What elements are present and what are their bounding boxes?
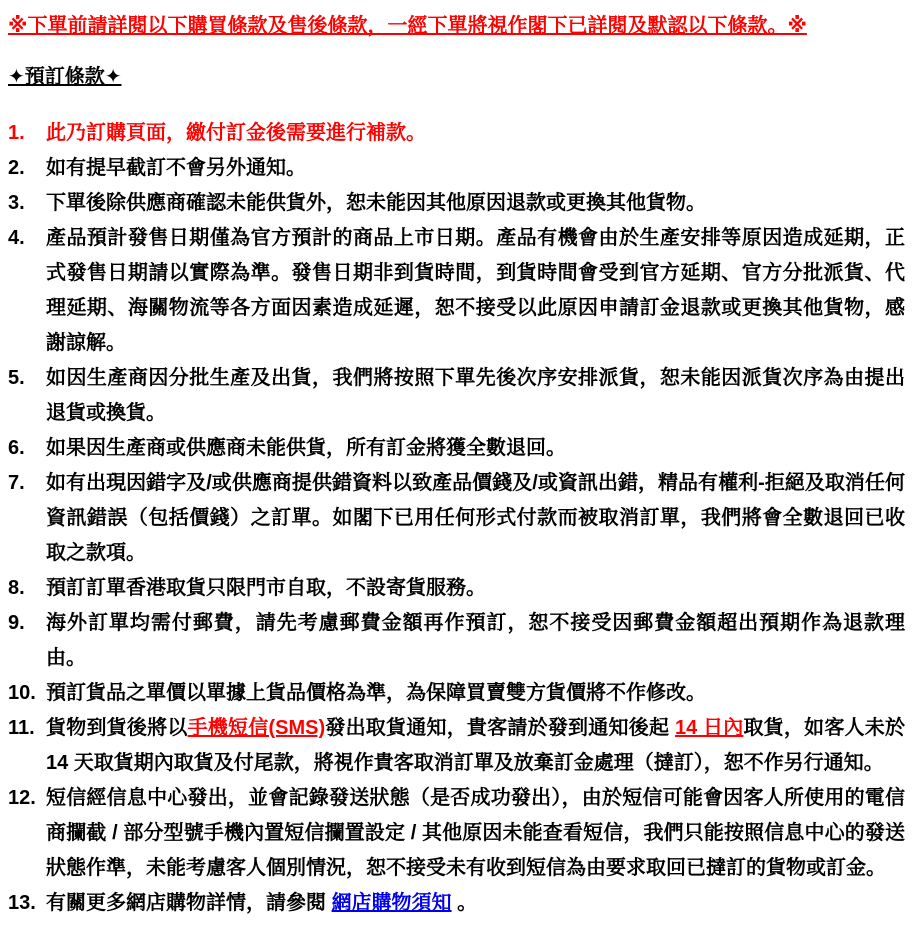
term-number: 12. bbox=[8, 787, 36, 809]
term-number: 10. bbox=[8, 682, 36, 704]
term-text: 產品預計發售日期僅為官方預計的商品上市日期。產品有機會由於生產安排等原因造成延期，正式發售日期請以實際為準。發售日期非到貨時間，到貨時間會受到官方延期、官方分批派貨、代理延期、海關物流等各方面因素造成延遲，恕不接受以此原因申請訂金退款或更換其他貨物，感謝諒解。 bbox=[46, 227, 905, 354]
term-number: 11. bbox=[8, 717, 35, 739]
term-item-5 bbox=[8, 361, 905, 431]
term-11-tail: 取貨，如客人未於 14 天取貨期內取貨及付尾款，將視作貴客取消訂單及放棄訂金處理（撻訂），恕不作另行通知。 bbox=[46, 717, 906, 774]
term-item-4 bbox=[8, 221, 905, 361]
term-number: 5. bbox=[8, 367, 25, 389]
term-text: 預訂貨品之單價以單據上貨品價格為準，為保障買賣雙方貨價將不作修改。 bbox=[46, 682, 706, 704]
term-number: 8. bbox=[8, 577, 25, 599]
term-item-11 bbox=[8, 711, 905, 781]
term-text: 短信經信息中心發出，並會記錄發送狀態（是否成功發出），由於短信可能會因客人所使用的電信商攔截 / 部分型號手機內置短信攔置設定 / 其他原因未能查看短信，我們只能按照信息中心的發送狀態作準，未能考慮客人個別情況，恕不接受未有收到短信為由要求取回已撻訂的貨物或訂金。 bbox=[46, 787, 905, 879]
shop-guide-link[interactable]: 網店購物須知 bbox=[331, 892, 452, 914]
term-number: 13. bbox=[8, 892, 36, 914]
term-text bbox=[46, 711, 905, 781]
term-number: 1. bbox=[8, 122, 25, 144]
section-title-preorder-terms: ✦預訂條款✦ bbox=[8, 66, 122, 88]
term-item-2 bbox=[8, 151, 905, 186]
term-text: 如有出現因錯字及/或供應商提供錯資料以致產品價錢及/或資訊出錯，精品有權利-拒絕及取消任何資訊錯誤（包括價錢）之訂單。如閣下已用任何形式付款而被取消訂單，我們將會全數退回已收取之款項。 bbox=[46, 472, 905, 564]
term-number: 7. bbox=[8, 472, 25, 494]
term-text: 如因生產商因分批生產及出貨，我們將按照下單先後次序安排派貨，恕未能因派貨次序為由提出退貨或換貨。 bbox=[46, 367, 905, 424]
term-text: 海外訂單均需付郵費，請先考慮郵費金額再作預訂，恕不接受因郵費金額超出預期作為退款理由。 bbox=[46, 612, 905, 669]
term-text: 預訂訂單香港取貨只限門市自取，不設寄貨服務。 bbox=[46, 577, 486, 599]
term-number: 4. bbox=[8, 227, 25, 249]
term-item-13 bbox=[8, 886, 905, 921]
term-item-7 bbox=[8, 466, 905, 571]
term-number: 3. bbox=[8, 192, 25, 214]
term-text: 如果因生產商或供應商未能供貨，所有訂金將獲全數退回。 bbox=[46, 437, 566, 459]
term-number: 6. bbox=[8, 437, 25, 459]
term-item-12 bbox=[8, 781, 905, 886]
term-item-8 bbox=[8, 571, 905, 606]
term-13-tail: 。 bbox=[451, 892, 478, 914]
terms-list bbox=[8, 116, 905, 921]
term-11-middle: 發出取貨通知，貴客請於發到通知後起 bbox=[325, 717, 675, 739]
term-item-6 bbox=[8, 431, 905, 466]
term-text bbox=[46, 886, 905, 921]
term-text: 此乃訂購頁面，繳付訂金後需要進行補款。 bbox=[46, 122, 426, 144]
term-item-3 bbox=[8, 186, 905, 221]
term-item-9 bbox=[8, 606, 905, 676]
term-text: 下單後除供應商確認未能供貨外，恕未能因其他原因退款或更換其他貨物。 bbox=[46, 192, 706, 214]
term-number: 9. bbox=[8, 612, 25, 634]
term-item-1 bbox=[8, 116, 905, 151]
sms-notice-emphasis: 手機短信(SMS) bbox=[187, 717, 326, 739]
purchase-notice-title: ※下單前請詳閱以下購買條款及售後條款，一經下單將視作閣下已詳閱及默認以下條款。※ bbox=[8, 15, 807, 37]
term-text: 如有提早截訂不會另外通知。 bbox=[46, 157, 306, 179]
term-number: 2. bbox=[8, 157, 25, 179]
section-title-wrap bbox=[8, 64, 905, 112]
pickup-deadline-emphasis: 14 日內 bbox=[674, 717, 744, 739]
term-11-lead: 貨物到貨後將以 bbox=[46, 717, 188, 739]
term-item-10 bbox=[8, 676, 905, 711]
term-13-lead: 有關更多網店購物詳情，請參閱 bbox=[46, 892, 332, 914]
